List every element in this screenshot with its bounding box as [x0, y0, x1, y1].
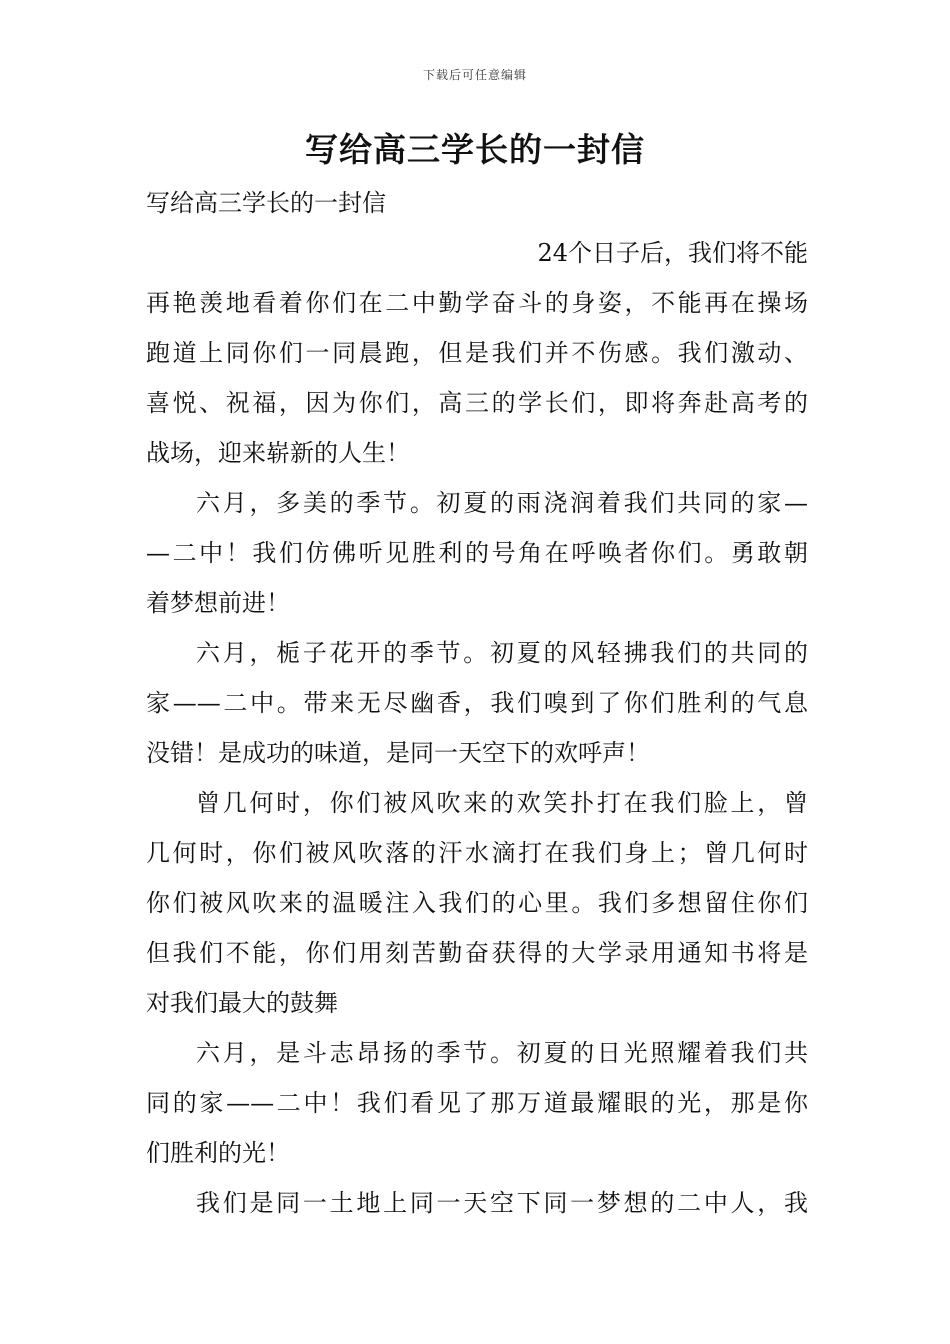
text-line: 六月，多美的季节。初夏的雨浇润着我们共同的家—: [196, 489, 808, 517]
text-line: 对我们最大的鼓舞: [146, 989, 338, 1017]
text-line: —二中！我们仿佛听见胜利的号角在呼唤者你们。勇敢朝: [146, 539, 808, 567]
text-line: 战场，迎来崭新的人生！: [146, 439, 410, 467]
text-line: 曾几何时，你们被风吹来的欢笑扑打在我们脸上，曾: [196, 789, 808, 817]
text-line: 家——二中。带来无尽幽香，我们嗅到了你们胜利的气息: [146, 689, 808, 717]
text-line: 跑道上同你们一同晨跑，但是我们并不伤感。我们激动、: [146, 339, 808, 367]
text-line: 没错！是成功的味道，是同一天空下的欢呼声！: [146, 739, 650, 767]
text-line: 着梦想前进！: [146, 589, 290, 617]
document-title: 写给高三学长的一封信: [305, 130, 645, 169]
text-line: 但我们不能，你们用刻苦勤奋获得的大学录用通知书将是: [146, 939, 808, 967]
text-line: 我们是同一土地上同一天空下同一梦想的二中人，我: [196, 1189, 808, 1217]
text-line: 同的家——二中！我们看见了那万道最耀眼的光，那是你: [146, 1089, 808, 1117]
text-line: 几何时，你们被风吹落的汗水滴打在我们身上；曾几何时: [146, 839, 808, 867]
subtitle-line: 写给高三学长的一封信: [146, 189, 386, 217]
text-line: 六月，是斗志昂扬的季节。初夏的日光照耀着我们共: [196, 1039, 808, 1067]
text-line: 你们被风吹来的温暖注入我们的心里。我们多想留住你们: [146, 889, 808, 917]
header-note: 下载后可任意编辑: [422, 68, 527, 82]
text-line: 再艳羡地看着你们在二中勤学奋斗的身姿，不能再在操场: [146, 289, 808, 317]
text-line: 24个日子后，我们将不能: [537, 239, 808, 267]
letter-body: [146, 178, 808, 1228]
text-line: 喜悦、祝福，因为你们，高三的学长们，即将奔赴高考的: [146, 389, 808, 417]
text-line: 们胜利的光！: [146, 1139, 290, 1167]
text-line: 六月，栀子花开的季节。初夏的风轻拂我们的共同的: [196, 639, 808, 667]
